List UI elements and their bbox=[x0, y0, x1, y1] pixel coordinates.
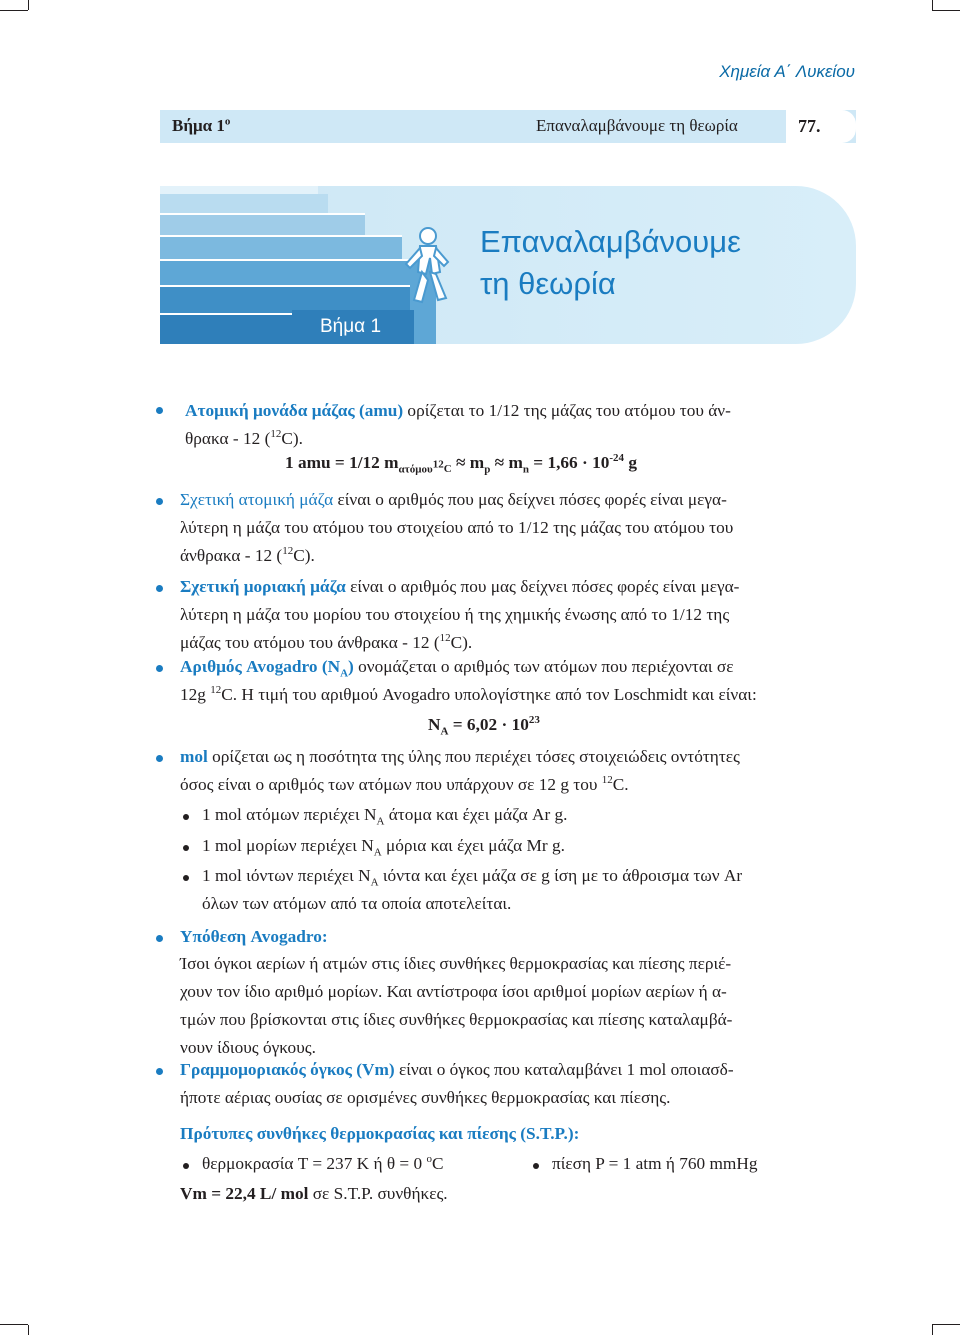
relative-atomic-mass-term: Σχετική ατομική μάζα bbox=[180, 490, 334, 509]
sub-bullet bbox=[183, 814, 189, 820]
stp-heading: Πρότυπες συνθήκες θερμοκρασίας και πίεσης (S.T.P.): bbox=[180, 1124, 580, 1143]
step-label: Βήμα $1^o$ bbox=[172, 115, 231, 135]
sub-bullet bbox=[183, 1163, 189, 1169]
relative-atomic-mass-definition: Σχετική ατομική μάζα είναι ο αριθμός που μας δείχνει πόσες φορές είναι μεγα- λύτερη η μάζα του ατόμου του στοιχείου από το 1/12 της μάζας του ατόμου του άνθρακα - 12 ($^{12}$C). bbox=[180, 490, 734, 565]
bullet bbox=[156, 755, 163, 762]
molar-volume-definition: Γραμμομοριακός όγκος (Vm) είναι ο όγκος που καταλαμβάνει 1 mol οποιασδ- ήποτε αέριας ουσίας σε ορισμένες συνθήκες θερμοκρασίας και πίεσης. bbox=[180, 1060, 734, 1107]
avogadro-hypothesis-term: Υπόθεση Avogadro: bbox=[180, 927, 328, 946]
sub-bullet bbox=[183, 875, 189, 881]
relative-molecular-mass-term: Σχετική μοριακή μάζα bbox=[180, 577, 346, 596]
avogadro-equation: $N_A = 6,02 \cdot 10^{23}$ bbox=[428, 714, 540, 738]
crop-mark bbox=[932, 1324, 960, 1325]
avogadro-number-term: Αριθμός Avogadro $(N_A)$ bbox=[180, 657, 354, 680]
crop-mark bbox=[932, 10, 960, 11]
amu-term: Ατομική μονάδα μάζας (amu) bbox=[185, 401, 404, 420]
section-title: Επαναλαμβάνουμε τη θεωρία bbox=[536, 116, 738, 135]
page-number: 77. bbox=[798, 116, 821, 136]
mol-term: mol bbox=[180, 747, 208, 766]
relative-molecular-mass-definition: Σχετική μοριακή μάζα είναι ο αριθμός που μας δείχνει πόσες φορές είναι μεγα- λύτερη η μάζα του μορίου του στοιχείου ή της χημικής ένωσης από το 1/12 της μάζας του ατόμου του άνθρακα - 12 ($^{12}$C). bbox=[180, 577, 740, 652]
crop-mark bbox=[28, 1325, 29, 1335]
mol-item: 1 mol μορίων περιέχει $N_A$ μόρια και έχει μάζα Mr g. bbox=[202, 836, 565, 859]
avogadro-number-definition: Αριθμός Avogadro $(N_A)$ ονομάζεται ο αριθμός των ατόμων που περιέχονται σε 12g $^{12}$C. Η τιμή του αριθμού Avogadro υπολογίστηκε από τον Loschmidt και είναι: bbox=[180, 657, 757, 704]
banner-title-line2: τη θεωρία bbox=[480, 266, 616, 301]
bullet bbox=[156, 585, 163, 592]
sub-bullet bbox=[183, 845, 189, 851]
mol-item: 1 mol ατόμων περιέχει $N_A$ άτομα και έχει μάζα Ar g. bbox=[202, 805, 568, 828]
amu-equation: 1 amu = 1/12 $m_{\alpha\tau ό\mu o\upsilon^{12}C} \approx m_p \approx m_n = 1,66 \cdot 10^{-24}$ g bbox=[285, 452, 638, 476]
crop-mark bbox=[0, 1324, 28, 1325]
chapter-banner bbox=[160, 186, 856, 344]
section-header-bar bbox=[160, 110, 856, 143]
page-number-tab bbox=[786, 110, 856, 143]
subject-title: Χημεία Α΄ Λυκείου bbox=[719, 62, 855, 81]
stairs-illustration bbox=[160, 186, 856, 344]
banner-title-line1: Επαναλαμβάνουμε bbox=[480, 224, 741, 259]
stp-molar-volume: Vm = 22,4 L/ mol σε S.T.P. συνθήκες. bbox=[180, 1184, 448, 1203]
bullet bbox=[156, 498, 163, 505]
bullet bbox=[156, 1068, 163, 1075]
crop-mark bbox=[932, 1325, 933, 1335]
crop-mark bbox=[28, 0, 29, 10]
bullet bbox=[156, 935, 163, 942]
crop-mark bbox=[932, 0, 933, 10]
avogadro-hypothesis-text: Ίσοι όγκοι αερίων ή ατμών στις ίδιες συνθήκες θερμοκρασίας και πίεσης περιέ- χουν τον ίδιο αριθμό μορίων. Και αντίστροφα ίσοι αριθμοί μορίων αερίων ή α- τμών που βρίσκονται στις ίδιες συνθήκες θερμοκρασίας και πίεσης καταλαμβά- νουν ίδιους όγκους. bbox=[180, 954, 733, 1057]
bullet bbox=[156, 407, 163, 414]
mol-item: 1 mol ιόντων περιέχει $N_A$ ιόντα και έχει μάζα σε g ίση με το άθροισμα των Ar όλων των ατόμων από τα οποία αποτελείται. bbox=[202, 866, 743, 913]
stp-temperature: θερμοκρασία T = 237 K ή θ = 0 $^o$C bbox=[202, 1153, 444, 1173]
banner-step-label: Βήμα 1 bbox=[320, 316, 382, 337]
amu-definition: Ατομική μονάδα μάζας (amu) ορίζεται το 1/12 της μάζας του ατόμου του άν- θρακα - 12 ($^{12}$C). bbox=[185, 401, 731, 448]
mol-definition: mol ορίζεται ως η ποσότητα της ύλης που περιέχει τόσες στοιχειώδεις οντότητες όσος είναι ο αριθμός των ατόμων που υπάρχουν σε 12 g του $^{12}$C. bbox=[180, 747, 740, 794]
crop-mark bbox=[0, 10, 28, 11]
sub-bullet bbox=[533, 1163, 539, 1169]
stp-pressure: πίεση P = 1 atm ή 760 mmHg bbox=[552, 1154, 758, 1173]
bullet bbox=[156, 665, 163, 672]
molar-volume-term: Γραμμομοριακός όγκος (Vm) bbox=[180, 1060, 395, 1079]
